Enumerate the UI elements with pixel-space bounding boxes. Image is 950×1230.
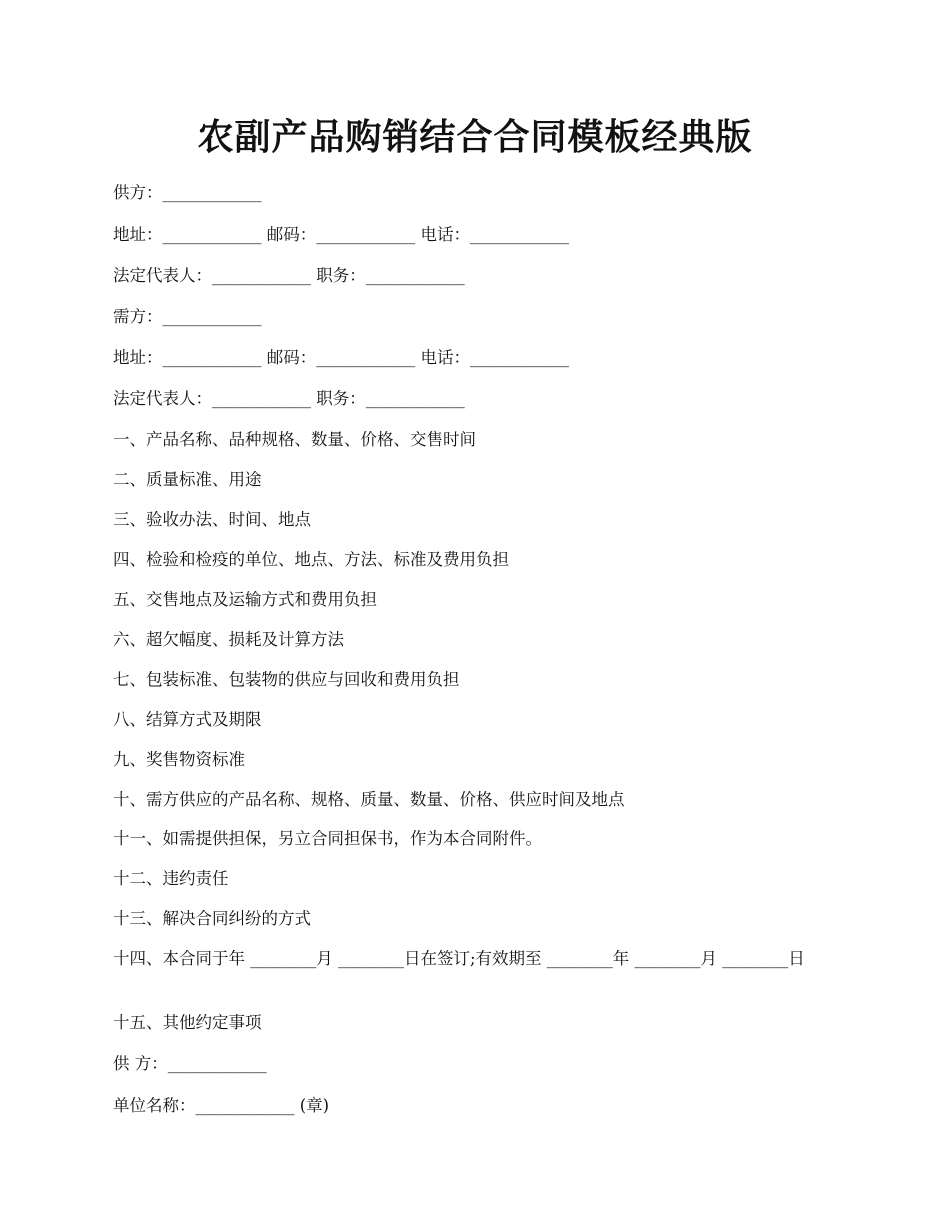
clause-2: 二、质量标准、用途 [113,470,262,489]
buyer-line: 需方：____________ [113,307,262,326]
signature-unit-name-line: 单位名称：____________ (章) [113,1096,330,1115]
clause-9: 九、奖售物资标准 [113,750,245,769]
clause-3: 三、验收办法、时间、地点 [113,510,311,529]
clause-11: 十一、如需提供担保，另立合同担保书，作为本合同附件。 [113,829,542,848]
clause-14: 十四、本合同于年 ________月 ________日在签订;有效期至 ________年 ________月 ________日 [113,949,805,968]
clause-6: 六、超欠幅度、损耗及计算方法 [113,630,344,649]
supplier-representative-line: 法定代表人：____________ 职务：____________ [113,266,465,285]
clause-10: 十、需方供应的产品名称、规格、质量、数量、价格、供应时间及地点 [113,790,625,809]
clause-12: 十二、违约责任 [113,869,229,888]
signature-supplier-line: 供 方：____________ [113,1054,267,1073]
supplier-line: 供方：____________ [113,183,262,202]
clause-15: 十五、其他约定事项 [113,1013,262,1032]
clause-7: 七、包装标准、包装物的供应与回收和费用负担 [113,670,460,689]
supplier-address-line: 地址：____________ 邮码：____________ 电话：____________ [113,225,569,244]
clause-8: 八、结算方式及期限 [113,710,262,729]
clause-5: 五、交售地点及运输方式和费用负担 [113,590,377,609]
clause-1: 一、产品名称、品种规格、数量、价格、交售时间 [113,430,476,449]
document-title: 农副产品购销结合合同模板经典版 [197,116,753,158]
clause-13: 十三、解决合同纠纷的方式 [113,909,311,928]
clause-4: 四、检验和检疫的单位、地点、方法、标准及费用负担 [113,550,509,569]
buyer-representative-line: 法定代表人：____________ 职务：____________ [113,389,465,408]
buyer-address-line: 地址：____________ 邮码：____________ 电话：____________ [113,348,569,367]
